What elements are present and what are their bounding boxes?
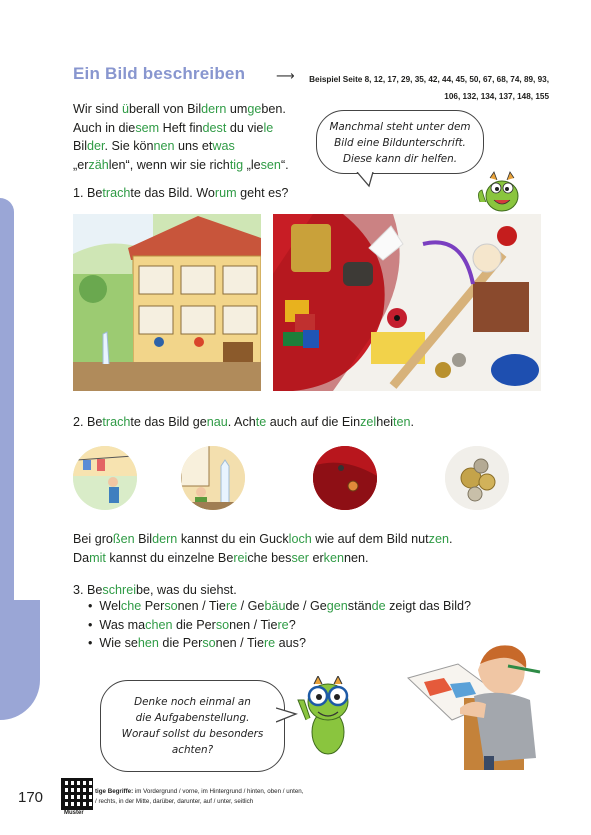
highlighted-syllable: nau (206, 415, 228, 429)
highlighted-syllable: ten (393, 415, 411, 429)
highlighted-syllable: zäh (88, 157, 109, 172)
task-2 (73, 413, 414, 431)
highlighted-syllable: rum (214, 186, 237, 200)
text-segment: er (308, 550, 324, 565)
highlighted-syllable: so (215, 617, 230, 632)
text-segment: kannst du ein Guck (177, 532, 289, 546)
text-segment: te das Bild ge (130, 415, 207, 429)
text-segment: nen. (343, 550, 369, 565)
text-segment: all (147, 102, 160, 116)
bubble-tail (355, 172, 385, 188)
highlighted-syllable: ge (247, 102, 262, 116)
highlighted-syllable: zen (428, 532, 449, 546)
text-segment: 1. Be (73, 186, 103, 200)
text-segment: Was ma (99, 617, 146, 632)
highlighted-syllable: so (202, 636, 216, 650)
highlighted-syllable: hen (137, 636, 159, 650)
text-segment: de / Ge (285, 599, 327, 613)
intro-line (73, 119, 318, 138)
intro-line (73, 137, 318, 156)
text-segment: be, was du siehst. (136, 583, 237, 597)
highlighted-syllable: che (120, 599, 142, 613)
highlighted-syllable: sem (135, 120, 160, 135)
qr-label: Muster (64, 810, 84, 816)
text-segment: Wel (99, 599, 121, 613)
text-segment: zeigt das Bild? (385, 599, 472, 613)
text-segment: . Sie kön (104, 139, 154, 153)
text-segment: „le (243, 157, 261, 172)
detail-circle-laundry (73, 446, 137, 510)
dragon-mascot-icon (472, 168, 530, 216)
text-segment: . Ach (227, 415, 256, 429)
intro-text (73, 100, 318, 174)
text-segment: „er (73, 157, 89, 172)
text-segment: te das Bild. Wo (130, 186, 215, 200)
footnote-line: / rechts, in der Mitte, darüber, darunter, auf / unter, seitlich (95, 798, 254, 805)
text-segment: nen / Tie (229, 617, 278, 632)
side-band (0, 198, 14, 668)
text-segment: Wir sind (73, 102, 122, 116)
text-segment: Bei gro (73, 532, 113, 546)
highlighted-syllable: trach (102, 186, 131, 200)
text-segment: uns et (174, 139, 213, 153)
peephole-text (73, 530, 493, 567)
text-segment: du vie (226, 120, 264, 135)
page-title: Ein Bild beschreiben (73, 64, 246, 83)
text-segment: ber (129, 102, 148, 116)
dragon-with-glasses-icon (294, 676, 364, 758)
arrow-icon: ⟶ (276, 68, 295, 83)
detail-circle-fountain (181, 446, 245, 510)
text-segment: Heft fin (159, 120, 203, 135)
text-segment: stän (347, 599, 372, 613)
highlighted-syllable: schrei (102, 583, 136, 597)
highlighted-syllable: so (164, 599, 178, 613)
text-segment: Da (73, 550, 90, 565)
task-1 (73, 184, 288, 202)
text-segment: wie auf dem Bild nut (311, 532, 429, 546)
text-segment: che bes (247, 550, 292, 565)
speech-bubble-reminder: Denke noch einmal an die Aufgabenstellung. Worauf sollst du besonders achten? (100, 680, 285, 772)
highlighted-syllable: mit (89, 550, 106, 565)
text-segment: geht es? (236, 186, 289, 200)
text-segment: Bil (73, 139, 87, 153)
footnote-heading: tige Begriffe: (95, 788, 134, 795)
footnote (95, 787, 385, 807)
text-segment: die Per (158, 636, 203, 650)
text-segment: 3. Be (73, 583, 103, 597)
highlighted-syllable: ü (121, 102, 129, 116)
highlighted-syllable: zel (360, 415, 377, 429)
highlighted-syllable: re (263, 636, 276, 650)
text-segment: len“, wenn wir sie rich (108, 157, 230, 172)
text-segment: . (448, 532, 453, 546)
highlighted-syllable: trach (102, 415, 131, 429)
peephole-line (73, 530, 493, 549)
intro-line (73, 156, 318, 175)
peephole-line (73, 549, 493, 568)
highlighted-syllable: te (255, 415, 267, 429)
text-segment: nen / Tie (177, 599, 226, 613)
objects-photo (273, 214, 541, 391)
highlighted-syllable: dest (202, 120, 227, 135)
boy-drawing-illustration (400, 638, 550, 770)
text-segment: ben. (261, 102, 286, 116)
highlighted-syllable: ser (291, 550, 309, 565)
text-segment: hei (376, 415, 394, 429)
page-number: 170 (18, 789, 44, 806)
text-segment: ? (288, 617, 296, 632)
highlighted-syllable: nen (153, 139, 175, 153)
highlighted-syllable: dern (152, 532, 178, 546)
text-segment: “. (280, 157, 289, 172)
text-segment: um (226, 102, 248, 116)
text-segment: / Ge (237, 599, 265, 613)
question-item (88, 597, 471, 616)
text-segment: auch auf die Ein (266, 415, 361, 429)
highlighted-syllable: bäu (264, 599, 286, 613)
highlighted-syllable: ßen (112, 532, 135, 546)
highlighted-syllable: le (263, 120, 274, 135)
highlighted-syllable: gen (326, 599, 348, 613)
side-band-curve (0, 600, 40, 720)
highlighted-syllable: chen (145, 617, 173, 632)
text-segment: kannst du einzelne Be (105, 550, 234, 565)
highlighted-syllable: sen (260, 157, 281, 172)
footnote-line: im Vordergrund / vorne, im Hintergrund / hinten, oben / unten, (133, 788, 304, 795)
highlighted-syllable: was (212, 139, 235, 153)
detail-circle-marble (313, 446, 377, 510)
text-segment: die Per (172, 617, 216, 632)
question-item (88, 616, 471, 635)
highlighted-syllable: tig (229, 157, 244, 172)
text-segment: von Bil (159, 102, 202, 116)
highlighted-syllable: de (371, 599, 386, 613)
speech-bubble-hint: Manchmal steht unter dem Bild eine Bildunterschrift. Diese kann dir helfen. (316, 110, 484, 174)
text-segment: . (410, 415, 415, 429)
text-segment: aus? (275, 636, 306, 650)
text-segment: Auch in die (73, 120, 136, 135)
highlighted-syllable: rei (233, 550, 248, 565)
house-illustration (73, 214, 261, 391)
text-segment: Wie se (99, 636, 138, 650)
highlighted-syllable: ken (323, 550, 344, 565)
highlighted-syllable: re (225, 599, 238, 613)
qr-code-icon[interactable] (62, 779, 92, 809)
detail-circle-coins (445, 446, 509, 510)
text-segment: 2. Be (73, 415, 103, 429)
intro-line (73, 100, 318, 119)
text-segment: Per (141, 599, 165, 613)
highlighted-syllable: dern (201, 102, 227, 116)
highlighted-syllable: der (87, 139, 105, 153)
example-pages-reference: Beispiel Seite 8, 12, 17, 29, 35, 42, 44, 45, 50, 67, 68, 74, 89, 93, 106, 132, 134, 137, 148, 155 (309, 75, 549, 101)
highlighted-syllable: re (277, 617, 289, 632)
text-segment: Bil (134, 532, 153, 546)
highlighted-syllable: loch (288, 532, 312, 546)
text-segment: nen / Tie (215, 636, 264, 650)
